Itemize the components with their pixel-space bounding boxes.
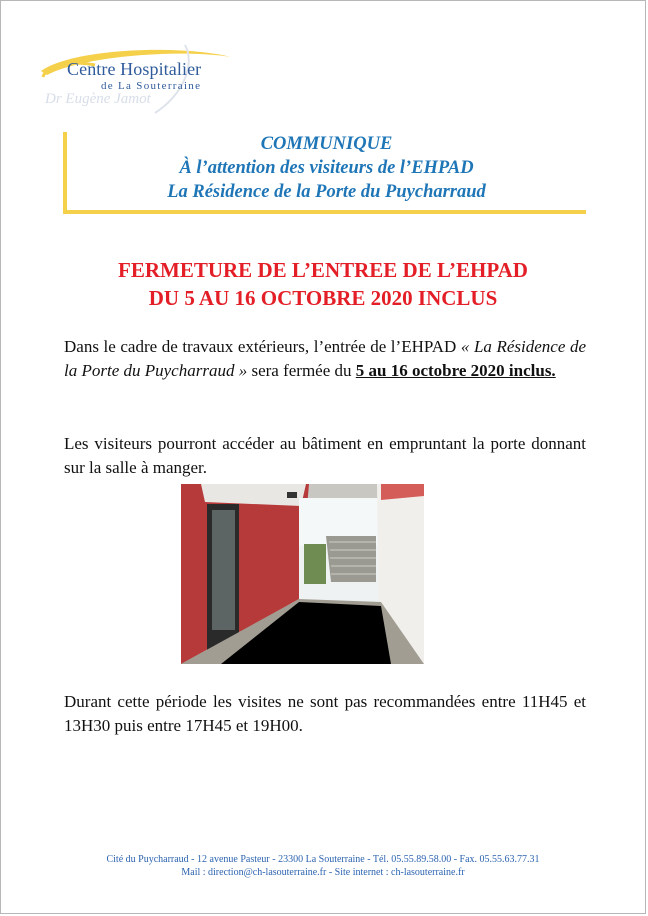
banner-subtitle: À l’attention des visiteurs de l’EHPAD xyxy=(179,158,474,178)
paragraph1-text-c: sera fermée du xyxy=(247,361,356,380)
paragraph-visits: Durant cette période les visites ne sont pas recommandées entre 11H45 et 13H30 puis entre 17H45 et 19H00. xyxy=(64,692,586,735)
logo-name-line2: de La Souterraine xyxy=(101,80,202,92)
entrance-photo xyxy=(181,484,424,664)
banner-title: COMMUNIQUE xyxy=(260,134,393,154)
communique-banner xyxy=(63,132,586,214)
headline-line1: FERMETURE DE L’ENTREE DE L’EHPAD xyxy=(118,258,528,282)
corridor-photo-icon xyxy=(181,484,424,664)
paragraph1-text-a: Dans le cadre de travaux extérieurs, l’entrée de l’EHPAD xyxy=(64,337,461,356)
logo-name-line1: Centre Hospitalier xyxy=(67,59,202,79)
paragraph1-residence-name: « La Résidence de la Porte du Puycharraud » xyxy=(64,337,586,380)
headline-line2: DU 5 AU 16 OCTOBRE 2020 INCLUS xyxy=(148,286,498,310)
logo-script-line: Dr Eugène Jamot xyxy=(45,91,151,107)
banner-residence: La Résidence de la Porte du Puycharraud xyxy=(167,182,486,202)
paragraph-closure xyxy=(64,335,586,383)
paragraph-access: Les visiteurs pourront accéder au bâtiment en empruntant la porte donnant sur la salle à manger. xyxy=(64,434,586,477)
footer-contact: Mail : direction@ch-lasouterraine.fr - Site internet : ch-lasouterraine.fr xyxy=(181,867,465,878)
hospital-logo xyxy=(35,43,235,119)
footer-address: Cité du Puycharraud - 12 avenue Pasteur - 23300 La Souterraine - Tél. 05.55.89.58.00 - Fax. 05.55.63.77.31 xyxy=(106,854,540,865)
paragraph1-dates: 5 au 16 octobre 2020 inclus. xyxy=(355,361,556,380)
